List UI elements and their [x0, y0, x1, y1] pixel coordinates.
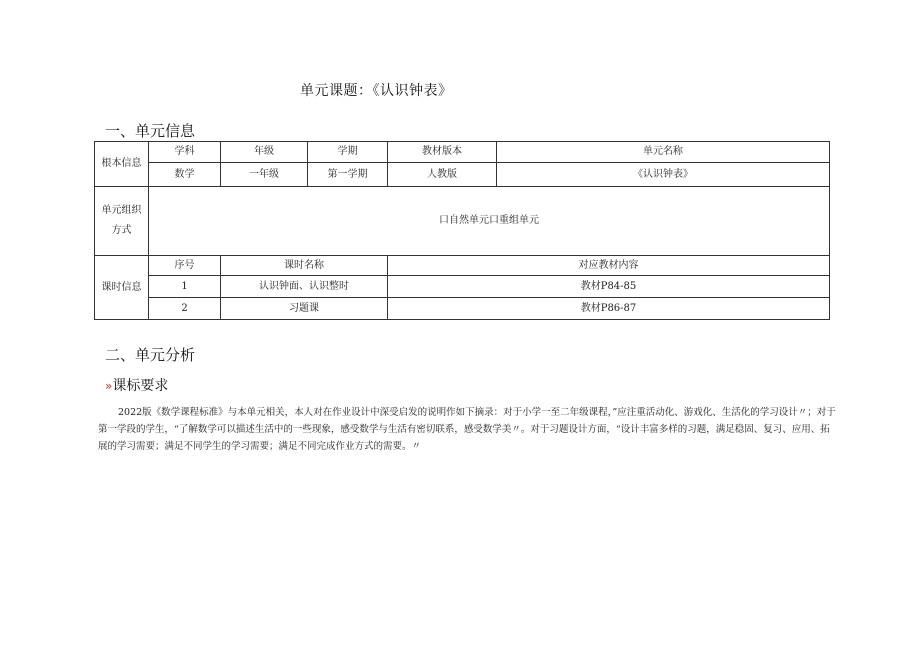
header-term: 学期 — [308, 142, 388, 163]
subsection-heading — [105, 375, 168, 395]
lesson-1-name: 认识钟面、认识整时 — [221, 276, 388, 298]
basic-info-label: 根本信息 — [95, 142, 149, 187]
value-term: 第一学期 — [308, 163, 388, 187]
lesson-header-name: 课时名称 — [221, 256, 388, 276]
lesson-2-content: 教材P86-87 — [388, 298, 830, 320]
curriculum-standard-paragraph: 2022版《数学课程标准》与本单元相关，本人对在作业设计中深受启发的说明作如下摘录：对于小学一至二年级课程，”应注重活动化、游戏化、生活化的学习设计〃；对于第一学段的学生，“了解数学可以描述生活中的一些现象，感受数学与生活有密切联系，感受数学美〃。对于习题设计方面，“设计丰富多样的习题，满足稳固、复习、应用、拓展的学习需要；满足不同学生的学习需要；满足不同完成作业方式的需要。〃 — [98, 407, 836, 452]
lesson-2-no: 2 — [149, 298, 221, 320]
lesson-1-no: 1 — [149, 276, 221, 298]
lesson-info-label: 课时信息 — [95, 256, 149, 320]
lesson-2-name: 习题课 — [221, 298, 388, 320]
lesson-1-content: 教材P84-85 — [388, 276, 830, 298]
lesson-header-content: 对应教材内容 — [388, 256, 830, 276]
org-mode-value: 口自然单元口重组单元 — [149, 187, 830, 256]
subsection-marker: » — [105, 379, 113, 393]
value-grade: 一年级 — [221, 163, 308, 187]
value-textbook-edition: 人教版 — [388, 163, 497, 187]
value-subject: 数学 — [149, 163, 221, 187]
subsection-heading-text: 课标要求 — [112, 378, 169, 394]
header-grade: 年级 — [221, 142, 308, 163]
header-textbook-edition: 教材版本 — [388, 142, 497, 163]
unit-info-table — [94, 141, 830, 320]
org-mode-label: 单元组织方式 — [95, 187, 149, 256]
document-title: 单元课题：《认识钟表》 — [300, 83, 453, 99]
header-unit-name: 单元名称 — [497, 142, 830, 163]
section-heading-unit-analysis: 二、单元分析 — [105, 346, 196, 364]
value-unit-name: 《认识钟表》 — [497, 163, 830, 187]
section-heading-unit-info: 一、单元信息 — [105, 122, 196, 140]
header-subject: 学科 — [149, 142, 221, 163]
lesson-header-no: 序号 — [149, 256, 221, 276]
